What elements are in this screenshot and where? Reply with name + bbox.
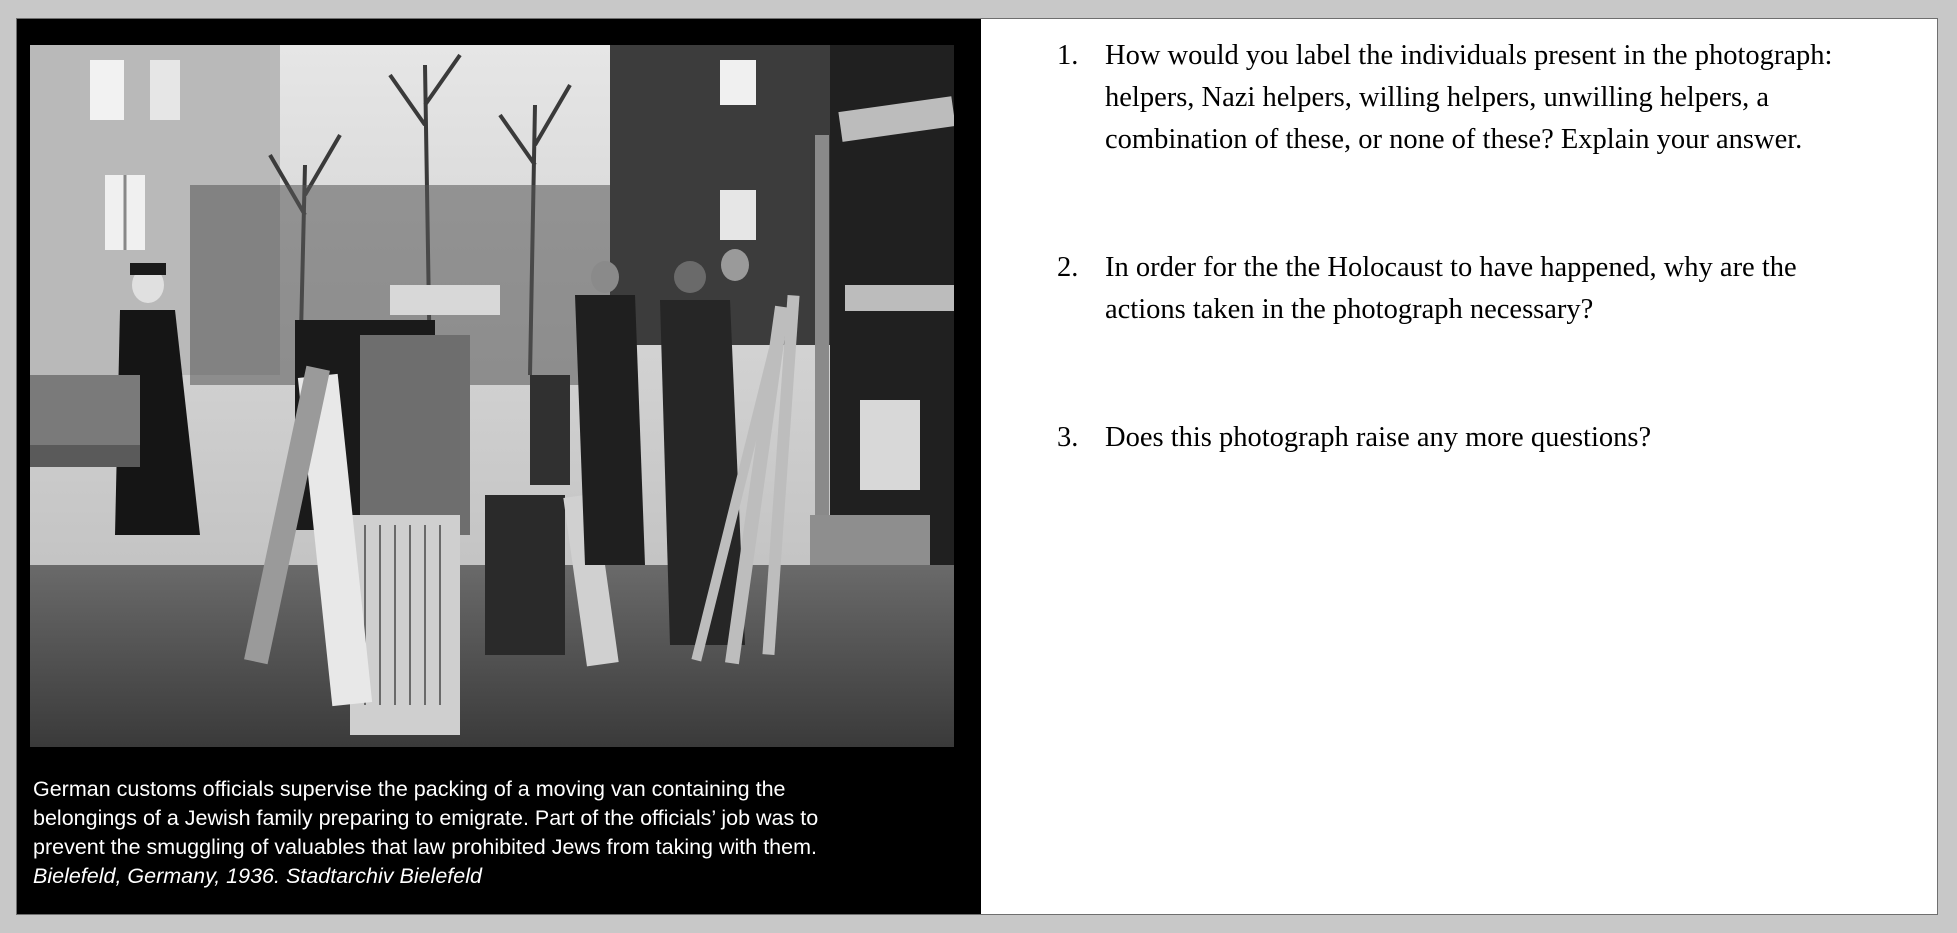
photo-panel	[17, 19, 981, 914]
question-number: 2.	[1057, 252, 1079, 283]
question-number: 1.	[1057, 40, 1079, 71]
question-line: actions taken in the photograph necessary?	[1105, 294, 1594, 325]
question-line: How would you label the individuals present in the photograph:	[1105, 40, 1833, 71]
caption-line: belongings of a Jewish family preparing to emigrate. Part of the officials’ job was to	[33, 806, 819, 830]
question-item	[1037, 35, 1927, 161]
photo-caption	[33, 775, 973, 891]
question-item	[1037, 247, 1927, 331]
slide	[16, 18, 1938, 915]
question-line: helpers, Nazi helpers, willing helpers, unwilling helpers, a	[1105, 82, 1770, 113]
question-line: Does this photograph raise any more questions?	[1105, 422, 1652, 453]
question-list	[1037, 35, 1927, 459]
caption-line: prevent the smuggling of valuables that law prohibited Jews from taking with them.	[33, 835, 817, 859]
historical-photograph	[30, 45, 954, 747]
caption-line: German customs officials supervise the packing of a moving van containing the	[33, 777, 786, 801]
question-line: combination of these, or none of these? Explain your answer.	[1105, 124, 1803, 155]
caption-source: Bielefeld, Germany, 1936. Stadtarchiv Bielefeld	[33, 864, 482, 888]
question-item	[1037, 417, 1927, 459]
photograph-image	[30, 45, 954, 747]
question-line: In order for the the Holocaust to have happened, why are the	[1105, 252, 1797, 283]
question-number: 3.	[1057, 422, 1079, 453]
